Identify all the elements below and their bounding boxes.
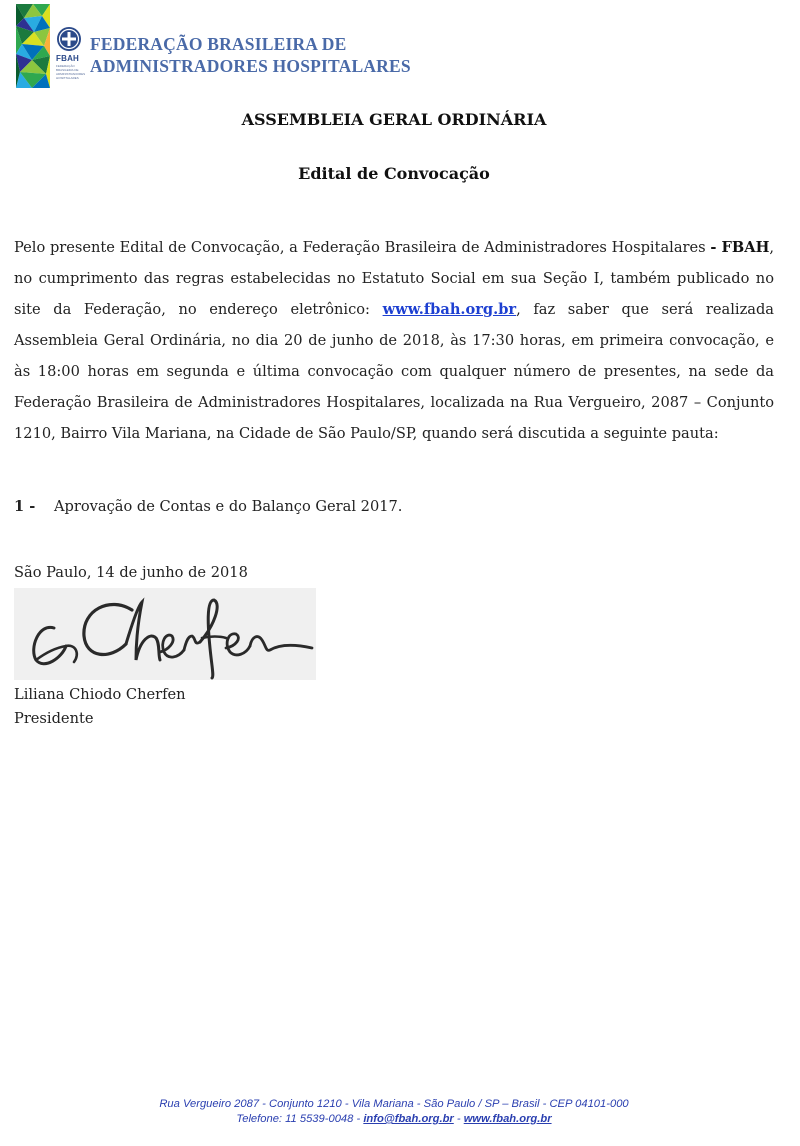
document-title: ASSEMBLEIA GERAL ORDINÁRIA <box>241 110 547 129</box>
agenda-item <box>14 498 402 515</box>
body-part3: , faz saber que será realizada Assembleia Geral Ordinária, no dia 20 de junho de 2018, às 17:30 horas, em primeira convocação, e às 18:00 horas em segunda e última convocação com qualquer número de presentes, na sede da Federação Brasileira de Administradores Hospitalares, localizada na Rua Vergueiro, 2087 – Conjunto 1210, Bairro Vila Mariana, na Cidade de São Paulo/SP, quando será discutida a seguinte pauta: <box>14 301 775 442</box>
agenda-item-text: Aprovação de Contas e do Balanço Geral 2017. <box>54 498 403 515</box>
letterhead <box>16 4 436 88</box>
signer-role: Presidente <box>14 710 94 727</box>
organization-name-line1: FEDERAÇÃO BRASILEIRA DE <box>90 34 347 54</box>
footer-address: Rua Vergueiro 2087 - Conjunto 1210 - Vila Mariana - São Paulo / SP – Brasil - CEP 04101-000 <box>159 1098 629 1110</box>
organization-name <box>90 33 411 77</box>
footer-separator: - <box>453 1113 464 1125</box>
organization-name-line2: ADMINISTRADORES HOSPITALARES <box>90 56 411 76</box>
footer <box>0 1097 788 1127</box>
footer-website-link[interactable]: www.fbah.org.br <box>463 1113 552 1125</box>
footer-email-link[interactable]: info@fbah.org.br <box>363 1113 454 1125</box>
mosaic-logo-icon <box>16 4 50 88</box>
footer-contact <box>0 1112 788 1127</box>
logo-abbreviation: FBAH <box>56 54 80 63</box>
document-subtitle: Edital de Convocação <box>298 164 490 183</box>
place-date: São Paulo, 14 de junho de 2018 <box>14 564 248 581</box>
logo-tiny-text: FEDERAÇÃO BRASILEIRA DE ADMINISTRADORES HOSPITALARES <box>56 64 86 80</box>
body-part1: Pelo presente Edital de Convocação, a Federação Brasileira de Administradores Hospitalares <box>14 239 711 256</box>
signer-block <box>14 683 186 731</box>
body-org-abbrev: - FBAH <box>710 239 770 256</box>
signer-name: Liliana Chiodo Cherfen <box>14 686 186 703</box>
agenda-item-number: 1 - <box>14 498 36 515</box>
convocation-body <box>14 232 774 449</box>
website-link[interactable]: www.fbah.org.br <box>382 301 517 318</box>
signature-image <box>14 588 316 680</box>
signature-icon <box>14 588 316 680</box>
body-part2: , no cumprimento das regras estabelecidas no Estatuto Social em sua Seção I, também publicado no site da Federação, no endereço eletrônico: <box>14 239 774 318</box>
footer-phone: Telefone: 11 5539-0048 - <box>236 1113 364 1125</box>
cross-emblem-icon <box>56 26 82 52</box>
